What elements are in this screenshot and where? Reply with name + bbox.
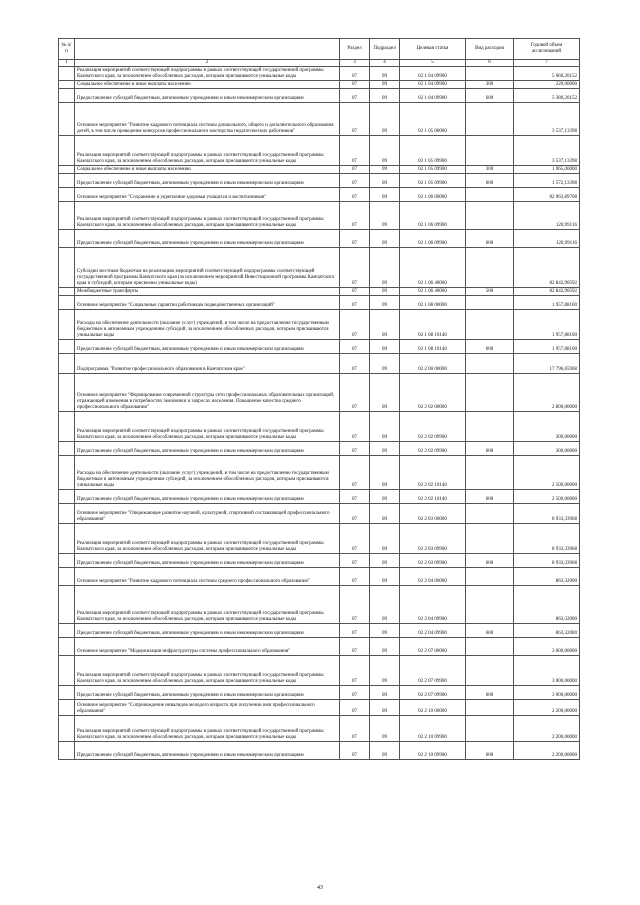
row-razdel-cell: 07 [340, 700, 370, 716]
row-expense-type-cell: 600 [466, 442, 514, 456]
row-target-article-cell: 02 2 03 09900 [400, 524, 466, 554]
table-row [59, 136, 580, 166]
row-amount-cell: 1 957,88100 [514, 340, 580, 354]
table-row [59, 81, 580, 89]
row-podrazdel-cell: 09 [370, 248, 400, 288]
row-number-cell [59, 554, 75, 568]
row-number-cell [59, 174, 75, 188]
row-expense-type-cell [466, 586, 514, 624]
row-razdel-cell: 07 [340, 716, 370, 742]
table-row [59, 230, 580, 248]
column-number: 1 [59, 60, 75, 67]
row-target-article-cell: 02 2 04 00000 [400, 568, 466, 586]
row-amount-cell: 3 000,00000 [514, 638, 580, 656]
row-name-cell: Реализация мероприятий соответствующей подпрограммы в рамках соответствующей государственной программы Камчатского края, за исключением обособленных расходов, которым присваиваются уникальные коды [75, 67, 340, 81]
row-name-cell: Основное мероприятие "Социальные гарантии работникам подведомственных организаций" [75, 296, 340, 310]
row-target-article-cell: 02 2 10 09900 [400, 716, 466, 742]
header-number: № п/п [59, 39, 75, 60]
row-target-article-cell: 02 1 06 09900 [400, 202, 466, 230]
row-number-cell [59, 136, 75, 166]
row-expense-type-cell [466, 412, 514, 442]
row-podrazdel-cell: 09 [370, 310, 400, 340]
table-row [59, 586, 580, 624]
row-amount-cell: 300,00000 [514, 412, 580, 442]
row-razdel-cell: 07 [340, 248, 370, 288]
row-expense-type-cell [466, 310, 514, 340]
row-amount-cell: 2 500,00000 [514, 490, 580, 504]
row-razdel-cell: 07 [340, 81, 370, 89]
row-podrazdel-cell: 09 [370, 136, 400, 166]
row-name-cell: Подпрограмма "Развитие профессионального образования в Камчатском крае" [75, 354, 340, 374]
row-podrazdel-cell: 09 [370, 742, 400, 760]
row-razdel-cell: 07 [340, 586, 370, 624]
row-podrazdel-cell: 09 [370, 89, 400, 103]
row-target-article-cell: 02 1 06 40060 [400, 288, 466, 296]
row-target-article-cell: 02 1 05 09900 [400, 174, 466, 188]
row-podrazdel-cell: 09 [370, 524, 400, 554]
budget-table [58, 38, 580, 760]
row-podrazdel-cell: 09 [370, 230, 400, 248]
row-razdel-cell: 07 [340, 166, 370, 174]
row-number-cell [59, 248, 75, 288]
row-podrazdel-cell: 09 [370, 288, 400, 296]
row-target-article-cell: 02 1 08 10140 [400, 310, 466, 340]
row-amount-cell: 863,32000 [514, 586, 580, 624]
row-amount-cell: 82 963,89708 [514, 188, 580, 202]
column-number: 6 [466, 60, 514, 67]
header-name [75, 39, 340, 60]
row-razdel-cell: 07 [340, 554, 370, 568]
row-podrazdel-cell: 09 [370, 456, 400, 490]
row-amount-cell: 863,32000 [514, 568, 580, 586]
row-target-article-cell: 02 2 10 09900 [400, 742, 466, 760]
row-razdel-cell: 07 [340, 624, 370, 638]
row-podrazdel-cell: 09 [370, 490, 400, 504]
row-number-cell [59, 374, 75, 412]
table-row [59, 340, 580, 354]
table-row [59, 174, 580, 188]
row-razdel-cell: 07 [340, 174, 370, 188]
row-target-article-cell: 02 2 00 00000 [400, 354, 466, 374]
row-target-article-cell: 02 2 07 09900 [400, 686, 466, 700]
row-target-article-cell: 02 2 04 09900 [400, 586, 466, 624]
row-name-cell: Предоставление субсидий бюджетным, автономным учреждениям и иным некоммерческим организациям [75, 89, 340, 103]
table-row [59, 296, 580, 310]
row-amount-cell: 2 200,00000 [514, 700, 580, 716]
row-amount-cell: 1 572,13398 [514, 174, 580, 188]
row-name-cell: Предоставление субсидий бюджетным, автономным учреждениям и иным некоммерческим организациям [75, 230, 340, 248]
row-name-cell: Реализация мероприятий соответствующей подпрограммы в рамках соответствующей государственной программы Камчатского края, за исключением обособленных расходов, которым присваиваются уникальные коды [75, 656, 340, 686]
row-razdel-cell: 07 [340, 310, 370, 340]
row-number-cell [59, 188, 75, 202]
row-target-article-cell: 02 2 10 00000 [400, 700, 466, 716]
row-target-article-cell: 02 1 05 09900 [400, 166, 466, 174]
row-target-article-cell: 02 2 02 09900 [400, 412, 466, 442]
row-name-cell: Предоставление субсидий бюджетным, автономным учреждениям и иным некоммерческим организациям [75, 490, 340, 504]
row-expense-type-cell: 300 [466, 166, 514, 174]
row-amount-cell: 1 965,00000 [514, 166, 580, 174]
row-amount-cell: 3 537,13398 [514, 103, 580, 136]
header-podrazdel: Подраздел [370, 39, 400, 60]
row-razdel-cell: 07 [340, 686, 370, 700]
table-row [59, 288, 580, 296]
row-razdel-cell: 07 [340, 288, 370, 296]
row-number-cell [59, 103, 75, 136]
header-annual-amount: Годовой объем ассигнований [514, 39, 580, 60]
row-target-article-cell: 02 2 07 00000 [400, 638, 466, 656]
row-razdel-cell: 07 [340, 742, 370, 760]
row-number-cell [59, 442, 75, 456]
table-row [59, 742, 580, 760]
row-razdel-cell: 07 [340, 456, 370, 490]
table-row [59, 67, 580, 81]
row-podrazdel-cell: 09 [370, 716, 400, 742]
row-name-cell: Основное мероприятие "Развитие кадрового потенциала системы среднего профессионального образования" [75, 568, 340, 586]
row-podrazdel-cell: 09 [370, 340, 400, 354]
row-name-cell: Основное мероприятие "Формирование современной структуры сети профессиональных образовательных организаций, отражающей изменения в потребностях экономики и запросах населения. Повышение качества среднего профессионального образования" [75, 374, 340, 412]
column-number-row [59, 60, 580, 67]
row-number-cell [59, 67, 75, 81]
row-expense-type-cell [466, 656, 514, 686]
row-expense-type-cell: 600 [466, 554, 514, 568]
table-row [59, 310, 580, 340]
row-name-cell: Реализация мероприятий соответствующей подпрограммы в рамках соответствующей государственной программы Камчатского края, за исключением обособленных расходов, которым присваиваются уникальные коды [75, 524, 340, 554]
row-podrazdel-cell: 09 [370, 656, 400, 686]
row-amount-cell: 82 842,90592 [514, 288, 580, 296]
row-number-cell [59, 638, 75, 656]
header-expense-type: Вид расходов [466, 39, 514, 60]
row-podrazdel-cell: 09 [370, 686, 400, 700]
row-razdel-cell: 07 [340, 524, 370, 554]
row-name-cell: Основное мероприятие "Опережающее развитие научной, культурной, спортивной составляющей профессионального образования" [75, 504, 340, 524]
table-row [59, 656, 580, 686]
row-expense-type-cell [466, 374, 514, 412]
row-razdel-cell: 07 [340, 103, 370, 136]
row-amount-cell: 17 796,65968 [514, 354, 580, 374]
header-target-article: Целевая статья [400, 39, 466, 60]
row-target-article-cell: 02 1 05 00000 [400, 103, 466, 136]
row-razdel-cell: 07 [340, 504, 370, 524]
row-number-cell [59, 166, 75, 174]
row-expense-type-cell [466, 638, 514, 656]
row-podrazdel-cell: 09 [370, 624, 400, 638]
row-amount-cell: 2 200,00000 [514, 716, 580, 742]
row-name-cell: Основное мероприятие "Развитие кадрового потенциала системы дошкольного, общего и дополнительного образования детей, в том числе проведение конкурсов профессионального мастерства педагогических работников" [75, 103, 340, 136]
row-expense-type-cell: 600 [466, 340, 514, 354]
row-expense-type-cell: 600 [466, 230, 514, 248]
row-number-cell [59, 656, 75, 686]
table-row [59, 374, 580, 412]
column-number: 2 [75, 60, 340, 67]
row-name-cell: Предоставление субсидий бюджетным, автономным учреждениям и иным некоммерческим организациям [75, 174, 340, 188]
table-row [59, 554, 580, 568]
row-amount-cell: 5 380,20152 [514, 89, 580, 103]
row-expense-type-cell [466, 716, 514, 742]
row-razdel-cell: 07 [340, 202, 370, 230]
row-name-cell: Предоставление субсидий бюджетным, автономным учреждениям и иным некоммерческим организациям [75, 686, 340, 700]
row-name-cell: Предоставление субсидий бюджетным, автономным учреждениям и иным некоммерческим организациям [75, 340, 340, 354]
row-expense-type-cell: 600 [466, 624, 514, 638]
table-row [59, 442, 580, 456]
row-number-cell [59, 716, 75, 742]
row-amount-cell: 3 000,00000 [514, 686, 580, 700]
row-name-cell: Расходы на обеспечение деятельности (оказание услуг) учреждений, в том числе на предоставление государственным бюджетным и автономным учреждениям субсидий, за исключением обособленных расходов, которым присваиваются уникальные коды [75, 456, 340, 490]
table-row [59, 568, 580, 586]
table-row [59, 202, 580, 230]
row-target-article-cell: 02 1 06 09900 [400, 230, 466, 248]
row-amount-cell: 2 200,00000 [514, 742, 580, 760]
row-name-cell: Основное мероприятие "Модернизация инфраструктуры системы профессионального образования" [75, 638, 340, 656]
row-razdel-cell: 07 [340, 490, 370, 504]
column-number: 3 [340, 60, 370, 67]
row-razdel-cell: 07 [340, 89, 370, 103]
row-expense-type-cell [466, 188, 514, 202]
row-number-cell [59, 686, 75, 700]
row-expense-type-cell [466, 354, 514, 374]
row-number-cell [59, 81, 75, 89]
row-number-cell [59, 700, 75, 716]
row-razdel-cell: 07 [340, 638, 370, 656]
row-expense-type-cell [466, 248, 514, 288]
row-target-article-cell: 02 2 02 00000 [400, 374, 466, 412]
row-number-cell [59, 586, 75, 624]
row-expense-type-cell: 300 [466, 81, 514, 89]
row-number-cell [59, 456, 75, 490]
row-number-cell [59, 624, 75, 638]
row-number-cell [59, 310, 75, 340]
row-expense-type-cell [466, 67, 514, 81]
row-number-cell [59, 89, 75, 103]
row-expense-type-cell [466, 296, 514, 310]
row-name-cell: Межбюджетные трансферты [75, 288, 340, 296]
row-podrazdel-cell: 09 [370, 442, 400, 456]
row-podrazdel-cell: 09 [370, 81, 400, 89]
row-name-cell: Реализация мероприятий соответствующей подпрограммы в рамках соответствующей государственной программы Камчатского края, за исключением обособленных расходов, которым присваиваются уникальные коды [75, 412, 340, 442]
table-row [59, 524, 580, 554]
table-body [59, 67, 580, 760]
row-razdel-cell: 07 [340, 296, 370, 310]
row-razdel-cell: 07 [340, 412, 370, 442]
row-target-article-cell: 02 1 04 09900 [400, 81, 466, 89]
row-amount-cell: 8 933,33968 [514, 554, 580, 568]
row-razdel-cell: 07 [340, 374, 370, 412]
row-name-cell: Реализация мероприятий соответствующей подпрограммы в рамках соответствующей государственной программы Камчатского края, за исключением обособленных расходов, которым присваиваются уникальные коды [75, 202, 340, 230]
row-amount-cell: 8 933,33968 [514, 524, 580, 554]
row-name-cell: Предоставление субсидий бюджетным, автономным учреждениям и иным некоммерческим организациям [75, 442, 340, 456]
row-podrazdel-cell: 09 [370, 354, 400, 374]
row-podrazdel-cell: 09 [370, 296, 400, 310]
row-name-cell: Основное мероприятие "Сопровождение инвалидов молодого возраста при получении ими профессионального образования" [75, 700, 340, 716]
row-expense-type-cell: 500 [466, 288, 514, 296]
row-razdel-cell: 07 [340, 568, 370, 586]
column-number: 4 [370, 60, 400, 67]
row-amount-cell: 5 660,20152 [514, 67, 580, 81]
row-target-article-cell: 02 2 02 09900 [400, 442, 466, 456]
row-expense-type-cell: 600 [466, 174, 514, 188]
row-expense-type-cell [466, 524, 514, 554]
table-row [59, 638, 580, 656]
row-number-cell [59, 504, 75, 524]
row-number-cell [59, 490, 75, 504]
row-expense-type-cell [466, 202, 514, 230]
row-number-cell [59, 742, 75, 760]
table-row [59, 248, 580, 288]
row-expense-type-cell [466, 456, 514, 490]
row-razdel-cell: 07 [340, 188, 370, 202]
row-razdel-cell: 07 [340, 656, 370, 686]
row-name-cell: Реализация мероприятий соответствующей подпрограммы в рамках соответствующей государственной программы Камчатского края, за исключением обособленных расходов, которым присваиваются уникальные коды [75, 136, 340, 166]
row-target-article-cell: 02 1 04 09900 [400, 67, 466, 81]
table-row [59, 624, 580, 638]
row-name-cell: Субсидии местным бюджетам на реализацию мероприятий соответствующей подпрограммы соответствующей государственной программы Камчатского края (за исключением мероприятий Инвестиционной программы Камчатского края и субсидий, которым присвоены уникальные коды) [75, 248, 340, 288]
table-row [59, 354, 580, 374]
row-podrazdel-cell: 09 [370, 586, 400, 624]
row-amount-cell: 2 800,00000 [514, 374, 580, 412]
row-amount-cell: 300,00000 [514, 442, 580, 456]
row-number-cell [59, 202, 75, 230]
row-razdel-cell: 07 [340, 442, 370, 456]
header-razdel: Раздел [340, 39, 370, 60]
row-podrazdel-cell: 09 [370, 412, 400, 442]
row-podrazdel-cell: 09 [370, 554, 400, 568]
row-number-cell [59, 354, 75, 374]
row-target-article-cell: 02 1 05 09900 [400, 136, 466, 166]
row-podrazdel-cell: 09 [370, 700, 400, 716]
row-amount-cell: 863,32000 [514, 624, 580, 638]
row-expense-type-cell: 600 [466, 490, 514, 504]
row-expense-type-cell [466, 504, 514, 524]
row-expense-type-cell: 600 [466, 686, 514, 700]
table-row [59, 504, 580, 524]
row-podrazdel-cell: 09 [370, 568, 400, 586]
row-expense-type-cell: 600 [466, 89, 514, 103]
row-podrazdel-cell: 09 [370, 374, 400, 412]
row-target-article-cell: 02 2 02 10140 [400, 490, 466, 504]
row-amount-cell: 82 842,90592 [514, 248, 580, 288]
row-name-cell: Социальное обеспечение и иные выплаты населению [75, 166, 340, 174]
row-number-cell [59, 412, 75, 442]
row-amount-cell: 120,99116 [514, 230, 580, 248]
row-name-cell: Предоставление субсидий бюджетным, автономным учреждениям и иным некоммерческим организациям [75, 742, 340, 760]
row-amount-cell: 1 957,88100 [514, 310, 580, 340]
row-target-article-cell: 02 1 08 10140 [400, 340, 466, 354]
row-expense-type-cell [466, 700, 514, 716]
table-row [59, 412, 580, 442]
row-razdel-cell: 07 [340, 354, 370, 374]
row-number-cell [59, 524, 75, 554]
row-number-cell [59, 340, 75, 354]
table-row [59, 89, 580, 103]
row-target-article-cell: 02 2 03 09900 [400, 554, 466, 568]
table-row [59, 490, 580, 504]
row-target-article-cell: 02 1 06 40060 [400, 248, 466, 288]
row-podrazdel-cell: 09 [370, 202, 400, 230]
row-name-cell: Социальное обеспечение и иные выплаты населению [75, 81, 340, 89]
row-target-article-cell: 02 2 07 09900 [400, 656, 466, 686]
row-target-article-cell: 02 1 04 09900 [400, 89, 466, 103]
row-name-cell: Основное мероприятие "Сохранение и укрепление здоровья учащихся и воспитанников" [75, 188, 340, 202]
table-row [59, 188, 580, 202]
row-number-cell [59, 230, 75, 248]
row-amount-cell: 8 933,33968 [514, 504, 580, 524]
row-razdel-cell: 07 [340, 340, 370, 354]
row-podrazdel-cell: 09 [370, 638, 400, 656]
row-expense-type-cell [466, 136, 514, 166]
column-number: 7 [514, 60, 580, 67]
row-amount-cell: 2 500,00000 [514, 456, 580, 490]
row-expense-type-cell: 600 [466, 742, 514, 760]
table-row [59, 456, 580, 490]
row-razdel-cell: 07 [340, 136, 370, 166]
row-podrazdel-cell: 09 [370, 174, 400, 188]
row-podrazdel-cell: 09 [370, 188, 400, 202]
row-expense-type-cell [466, 103, 514, 136]
row-amount-cell: 1 957,88100 [514, 296, 580, 310]
row-name-cell: Расходы на обеспечение деятельности (оказание услуг) учреждений, в том числе на предоставление государственным бюджетным и автономным учреждениям субсидий, за исключением обособленных расходов, которым присваиваются уникальные коды [75, 310, 340, 340]
row-amount-cell: 3 537,13398 [514, 136, 580, 166]
row-name-cell: Предоставление субсидий бюджетным, автономным учреждениям и иным некоммерческим организациям [75, 554, 340, 568]
row-podrazdel-cell: 09 [370, 67, 400, 81]
table-row [59, 103, 580, 136]
row-razdel-cell: 07 [340, 230, 370, 248]
row-target-article-cell: 02 2 03 00000 [400, 504, 466, 524]
row-razdel-cell: 07 [340, 67, 370, 81]
row-name-cell: Предоставление субсидий бюджетным, автономным учреждениям и иным некоммерческим организациям [75, 624, 340, 638]
row-amount-cell: 120,99116 [514, 202, 580, 230]
row-podrazdel-cell: 09 [370, 504, 400, 524]
row-target-article-cell: 02 1 08 00000 [400, 296, 466, 310]
row-name-cell: Реализация мероприятий соответствующей подпрограммы в рамках соответствующей государственной программы Камчатского края, за исключением обособленных расходов, которым присваиваются уникальные коды [75, 586, 340, 624]
column-number: 5 [400, 60, 466, 67]
row-number-cell [59, 568, 75, 586]
table-row [59, 166, 580, 174]
row-amount-cell: 220,00000 [514, 81, 580, 89]
table-row [59, 700, 580, 716]
row-podrazdel-cell: 09 [370, 166, 400, 174]
row-target-article-cell: 02 2 04 09900 [400, 624, 466, 638]
row-amount-cell: 3 000,00000 [514, 656, 580, 686]
row-number-cell [59, 288, 75, 296]
row-podrazdel-cell: 09 [370, 103, 400, 136]
row-number-cell [59, 296, 75, 310]
header-row [59, 39, 580, 60]
row-name-cell: Реализация мероприятий соответствующей подпрограммы в рамках соответствующей государственной программы Камчатского края, за исключением обособленных расходов, которым присваиваются уникальные коды [75, 716, 340, 742]
row-expense-type-cell [466, 568, 514, 586]
table-row [59, 716, 580, 742]
table-row [59, 686, 580, 700]
page-number: 43 [317, 885, 323, 891]
row-target-article-cell: 02 2 02 10140 [400, 456, 466, 490]
row-target-article-cell: 02 1 06 00000 [400, 188, 466, 202]
